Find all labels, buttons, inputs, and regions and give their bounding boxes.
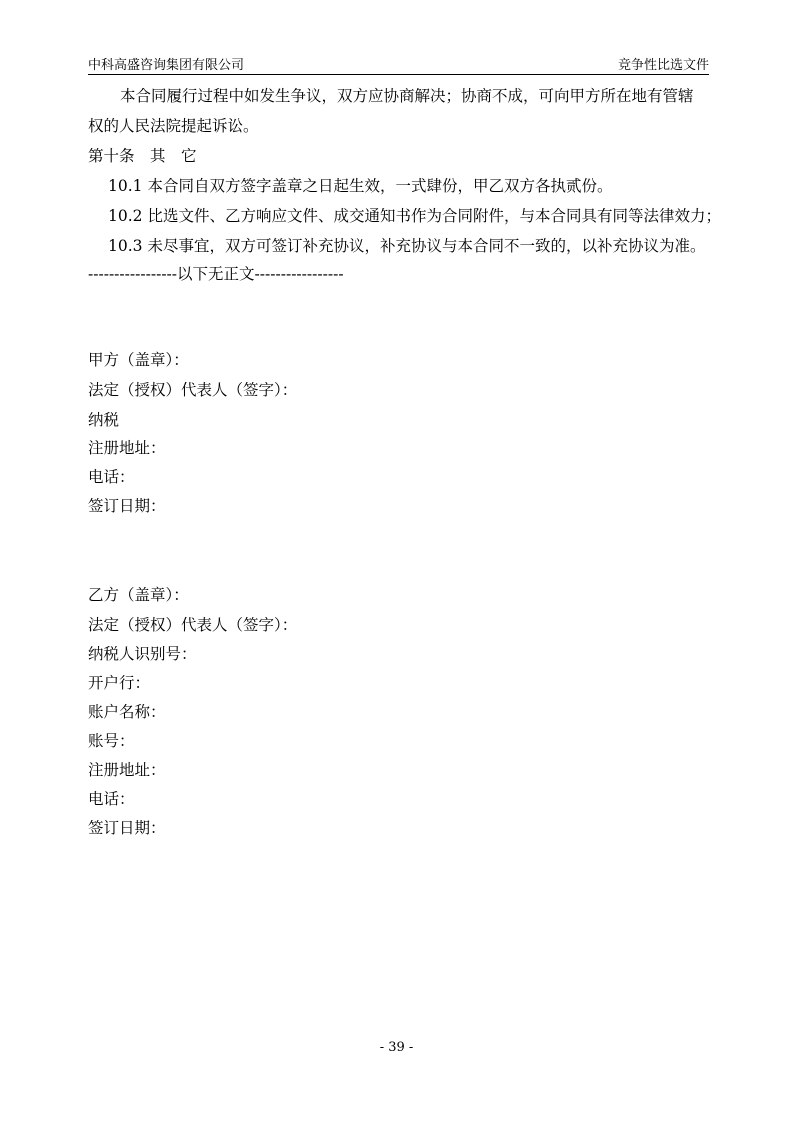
clause-10-1: 10.1 本合同自双方签字盖章之日起生效，一式肆份，甲乙双方各执贰份。 (108, 177, 613, 195)
party-b-address: 注册地址： (88, 761, 166, 779)
party-b-representative: 法定（授权）代表人（签字）： (88, 616, 298, 634)
party-a-seal: 甲方（盖章）： (88, 351, 189, 369)
party-a-sign-date: 签订日期： (88, 497, 166, 515)
party-b-seal: 乙方（盖章）： (88, 586, 189, 604)
party-b-sign-date: 签订日期： (88, 819, 166, 837)
end-of-text-marker: -----------------以下无正文----------------- (88, 265, 344, 283)
article-10-heading: 第十条 其 它 (88, 147, 197, 165)
party-b-account-number: 账号： (88, 732, 135, 750)
party-a-address: 注册地址： (88, 439, 166, 457)
page-number: - 39 - (379, 1040, 414, 1055)
party-a-phone: 电话： (88, 468, 135, 486)
party-a-tax: 纳税 (88, 411, 120, 429)
header-document-title: 竞争性比选文件 (617, 58, 709, 73)
clause-10-2: 10.2 比选文件、乙方响应文件、成交通知书作为合同附件，与本合同具有同等法律效力； (108, 207, 721, 225)
party-b-account-name: 账户名称： (88, 703, 166, 721)
dispute-paragraph-line-2: 权的人民法院提起诉讼。 (88, 117, 259, 135)
dispute-paragraph-line-1: 本合同履行过程中如发生争议，双方应协商解决；协商不成，可向甲方所在地有管辖 (120, 87, 694, 105)
page-header (88, 54, 709, 74)
header-divider (88, 74, 709, 75)
party-a-representative: 法定（授权）代表人（签字）： (88, 381, 298, 399)
header-company-name: 中科高盛咨询集团有限公司 (88, 58, 245, 73)
party-b-bank: 开户行： (88, 674, 151, 692)
party-b-tax-id: 纳税人识别号： (88, 645, 197, 663)
clause-10-3: 10.3 未尽事宜，双方可签订补充协议，补充协议与本合同不一致的，以补充协议为准。 (108, 237, 706, 255)
party-b-phone: 电话： (88, 790, 135, 808)
